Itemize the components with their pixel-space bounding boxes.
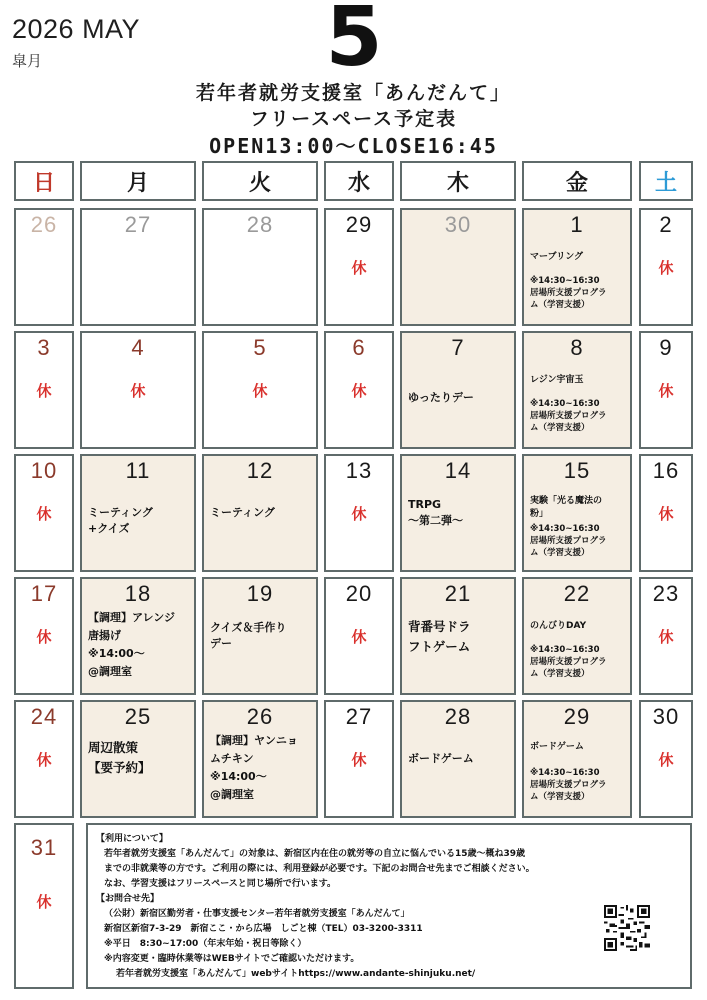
- day-cell: [324, 577, 394, 695]
- day-cell: [639, 700, 693, 818]
- event-title: 【調理】ヤンニョ: [210, 734, 298, 747]
- day-number: 15: [563, 458, 591, 483]
- info-box: [86, 823, 692, 989]
- title-line-3: OPEN13:00～CLOSE16:45: [209, 134, 498, 158]
- event-title: TRPG: [408, 498, 442, 511]
- event-title: フトゲーム: [408, 639, 471, 654]
- day-number: 20: [345, 581, 373, 606]
- closed-mark: 休: [351, 505, 367, 523]
- closed-mark: 休: [36, 751, 52, 769]
- title-line-1: 若年者就労支援室「あんだんて」: [195, 82, 511, 104]
- day-cell: [324, 454, 394, 572]
- day-cell: [324, 700, 394, 818]
- event-title: @調理室: [210, 788, 254, 801]
- day-number: 19: [246, 581, 274, 606]
- event-title: ※14:00～: [210, 770, 267, 783]
- event-title: ミーティング: [88, 506, 153, 519]
- closed-mark: 休: [351, 259, 367, 277]
- weekday-fri: 金: [522, 161, 632, 201]
- weekday-sat: 土: [639, 161, 693, 201]
- closed-mark: 休: [36, 505, 52, 523]
- info-text: ※平日 8:30~17:00（年末年始・祝日等除く）: [104, 939, 307, 949]
- day-cell: [202, 577, 318, 695]
- day-cell: [400, 577, 516, 695]
- day-cell: [14, 331, 74, 449]
- closed-mark: 休: [252, 382, 268, 400]
- event-title: 【要予約】: [88, 760, 151, 775]
- day-number: 18: [124, 581, 152, 606]
- day-cell: [324, 331, 394, 449]
- day-cell: [80, 454, 196, 572]
- day-cell: [202, 331, 318, 449]
- day-number: 30: [652, 704, 680, 729]
- event-note: 居場所支援プログラ: [530, 536, 607, 546]
- event-title: @調理室: [88, 665, 132, 678]
- day-cell: [522, 577, 632, 695]
- day-cell: [14, 208, 74, 326]
- info-usage-heading: 【利用について】: [96, 834, 168, 844]
- day-number: 31: [30, 835, 58, 860]
- title-line-2: フリースペース予定表: [249, 108, 458, 130]
- day-number: 26: [246, 704, 274, 729]
- event-title: 周辺散策: [88, 740, 139, 755]
- day-number: 7: [451, 335, 465, 360]
- day-cell: [324, 208, 394, 326]
- day-number: 29: [345, 212, 373, 237]
- event-title: のんびりDAY: [530, 621, 587, 631]
- old-month-name: 皐月: [12, 52, 43, 70]
- event-title: 【調理】アレンジ: [88, 611, 176, 624]
- info-text: までの非就業等の方です。ご利用の際には、利用登録が必要です。下記のお問合せ先までご相談ください。: [104, 864, 535, 874]
- weekday-mon: 月: [80, 161, 196, 201]
- weekday-wed: 水: [324, 161, 394, 201]
- day-number: 29: [563, 704, 591, 729]
- day-cell: [80, 331, 196, 449]
- closed-mark: 休: [658, 259, 674, 277]
- info-contact-heading: 【お問合せ先】: [96, 894, 160, 904]
- closed-mark: 休: [36, 382, 52, 400]
- event-title: ムチキン: [210, 752, 254, 765]
- day-cell: [80, 577, 196, 695]
- day-number: 28: [444, 704, 472, 729]
- day-number: 26: [30, 212, 58, 237]
- day-number: 30: [444, 212, 472, 237]
- event-note: ム（学習支援）: [530, 548, 590, 558]
- event-note: ※14:30~16:30: [530, 524, 600, 534]
- info-text: 若年者就労支援室「あんだんて」の対象は、新宿区内在住の就労等の自立に悩んでいる15歳～概ね39歳: [104, 849, 526, 859]
- closed-mark: 休: [351, 751, 367, 769]
- event-note: ム（学習支援）: [530, 423, 590, 433]
- day-number: 1: [570, 212, 584, 237]
- event-title: 唐揚げ: [88, 629, 121, 642]
- day-number: 28: [246, 212, 274, 237]
- closed-mark: 休: [658, 628, 674, 646]
- day-number: 27: [124, 212, 152, 237]
- day-cell: [202, 700, 318, 818]
- weekday-thu: 木: [400, 161, 516, 201]
- day-cell: [14, 577, 74, 695]
- event-title: ボードゲーム: [408, 752, 474, 765]
- day-number: 5: [253, 335, 267, 360]
- event-title: ボードゲーム: [530, 742, 584, 752]
- day-number: 8: [570, 335, 584, 360]
- day-number: 4: [131, 335, 145, 360]
- event-note: 居場所支援プログラ: [530, 780, 607, 790]
- event-note: ム（学習支援）: [530, 300, 590, 310]
- event-title: デー: [210, 637, 232, 650]
- day-number: 11: [125, 458, 151, 483]
- day-number: 9: [659, 335, 673, 360]
- closed-mark: 休: [130, 382, 146, 400]
- event-note: ※14:30~16:30: [530, 768, 600, 778]
- day-number: 25: [124, 704, 152, 729]
- day-cell: [14, 700, 74, 818]
- closed-mark: 休: [36, 893, 52, 911]
- event-title: ※14:00～: [88, 647, 145, 660]
- event-note: 居場所支援プログラ: [530, 657, 607, 667]
- event-note: 居場所支援プログラ: [530, 411, 607, 421]
- event-title: +クイズ: [88, 522, 130, 535]
- day-number: 3: [37, 335, 51, 360]
- day-cell: [639, 331, 693, 449]
- day-number: 22: [563, 581, 591, 606]
- event-title: 実験「光る魔法の: [530, 496, 603, 506]
- info-text: なお、学習支援はフリースペースと同じ場所で行います。: [104, 879, 337, 889]
- event-title: ～第二弾～: [408, 514, 463, 527]
- day-cell: [639, 208, 693, 326]
- event-title: レジン宇宙玉: [530, 375, 584, 385]
- day-number: 24: [30, 704, 58, 729]
- weekday-tue: 火: [202, 161, 318, 201]
- event-title: クイズ＆手作り: [210, 621, 287, 634]
- day-cell: [639, 577, 693, 695]
- day-number: 21: [444, 581, 472, 606]
- event-title: 粉」: [530, 509, 549, 519]
- day-cell: [522, 700, 632, 818]
- event-note: 居場所支援プログラ: [530, 288, 607, 298]
- day-cell: [80, 700, 196, 818]
- event-note: ※14:30~16:30: [530, 399, 600, 409]
- info-website-link[interactable]: 若年者就労支援室「あんだんて」webサイトhttps://www.andante-shinjuku.net/: [116, 969, 476, 979]
- day-cell: [400, 331, 516, 449]
- day-cell: [639, 454, 693, 572]
- day-cell: [202, 208, 318, 326]
- day-cell: [14, 823, 74, 989]
- closed-mark: 休: [36, 628, 52, 646]
- weekday-sun: 日: [14, 161, 74, 201]
- day-cell: [202, 454, 318, 572]
- day-cell: [400, 454, 516, 572]
- info-text: ※内容変更・臨時休業等はWEBサイトでご確認いただけます。: [104, 954, 360, 964]
- closed-mark: 休: [658, 751, 674, 769]
- event-title: ミーティング: [210, 506, 275, 519]
- day-number: 10: [30, 458, 58, 483]
- day-number: 6: [352, 335, 366, 360]
- day-number: 17: [30, 581, 58, 606]
- event-title: 背番号ドラ: [408, 619, 471, 634]
- day-cell: [80, 208, 196, 326]
- year-month-label: 2026 MAY: [12, 14, 141, 44]
- closed-mark: 休: [351, 628, 367, 646]
- event-note: ム（学習支援）: [530, 669, 590, 679]
- event-title: ゆったりデー: [408, 391, 474, 404]
- day-cell: [14, 454, 74, 572]
- day-number: 27: [345, 704, 373, 729]
- closed-mark: 休: [351, 382, 367, 400]
- day-cell: [522, 454, 632, 572]
- day-cell: [400, 208, 516, 326]
- day-cell: [522, 208, 632, 326]
- day-number: 2: [659, 212, 673, 237]
- day-cell: [400, 700, 516, 818]
- day-number: 12: [246, 458, 274, 483]
- month-number: 5: [325, 0, 383, 85]
- day-number: 23: [652, 581, 680, 606]
- day-number: 14: [444, 458, 472, 483]
- day-cell: [522, 331, 632, 449]
- info-text: 新宿区新宿7-3-29 新宿ここ・から広場 しごと棟（TEL）03-3200-3311: [104, 924, 423, 934]
- closed-mark: 休: [658, 382, 674, 400]
- day-number: 13: [345, 458, 373, 483]
- day-number: 16: [652, 458, 680, 483]
- info-text: （公財）新宿区勤労者・仕事支援センター若年者就労支援室「あんだんて」: [104, 909, 410, 919]
- event-note: ※14:30~16:30: [530, 645, 600, 655]
- event-note: ム（学習支援）: [530, 792, 590, 802]
- closed-mark: 休: [658, 505, 674, 523]
- event-title: マーブリング: [530, 252, 584, 262]
- event-note: ※14:30~16:30: [530, 276, 600, 286]
- qr-code-icon: [604, 905, 650, 951]
